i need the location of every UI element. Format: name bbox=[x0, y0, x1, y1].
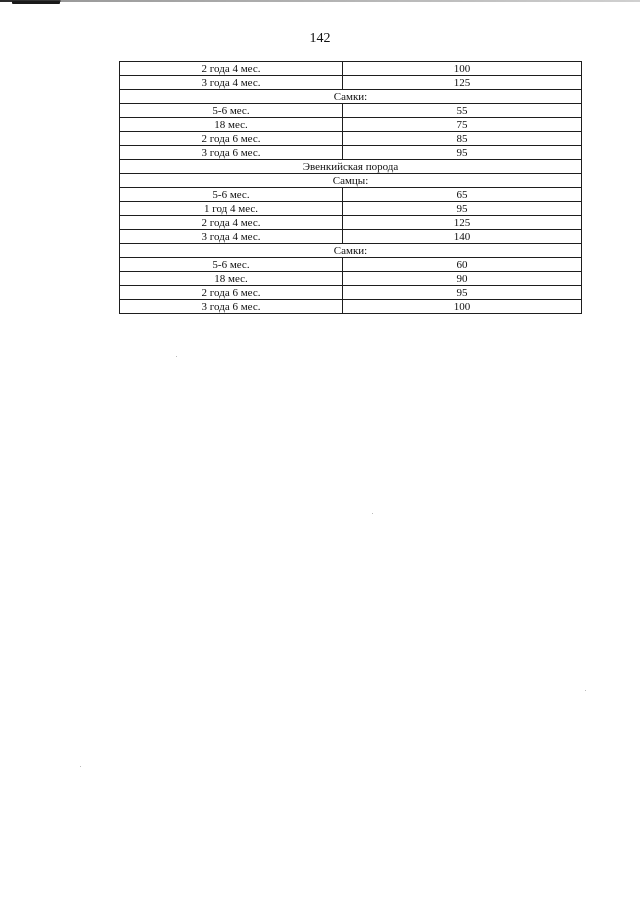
age-cell: 5-6 мес. bbox=[120, 258, 343, 272]
table-row bbox=[120, 118, 582, 132]
age-cell: 18 мес. bbox=[120, 118, 343, 132]
age-cell: 2 года 6 мес. bbox=[120, 286, 343, 300]
weight-table bbox=[119, 61, 582, 314]
age-cell: 2 года 6 мес. bbox=[120, 132, 343, 146]
table-row bbox=[120, 286, 582, 300]
table-section-row bbox=[120, 244, 582, 258]
value-cell: 75 bbox=[343, 118, 582, 132]
value-cell: 85 bbox=[343, 132, 582, 146]
value-cell: 65 bbox=[343, 188, 582, 202]
value-cell: 140 bbox=[343, 230, 582, 244]
age-cell: 2 года 4 мес. bbox=[120, 62, 343, 76]
table-row bbox=[120, 146, 582, 160]
scan-dust bbox=[80, 766, 81, 767]
value-cell: 55 bbox=[343, 104, 582, 118]
age-cell: 1 год 4 мес. bbox=[120, 202, 343, 216]
table-section-row bbox=[120, 160, 582, 174]
section-label: Самцы: bbox=[120, 174, 582, 188]
scan-mark bbox=[12, 1, 60, 4]
value-cell: 60 bbox=[343, 258, 582, 272]
value-cell: 95 bbox=[343, 202, 582, 216]
table-row bbox=[120, 62, 582, 76]
section-label: Самки: bbox=[120, 90, 582, 104]
table-row bbox=[120, 76, 582, 90]
age-cell: 3 года 6 мес. bbox=[120, 300, 343, 314]
age-cell: 5-6 мес. bbox=[120, 104, 343, 118]
table-section-row bbox=[120, 90, 582, 104]
weight-table-body bbox=[120, 62, 582, 314]
value-cell: 125 bbox=[343, 76, 582, 90]
table-row bbox=[120, 272, 582, 286]
value-cell: 95 bbox=[343, 286, 582, 300]
value-cell: 90 bbox=[343, 272, 582, 286]
table-row bbox=[120, 202, 582, 216]
age-cell: 3 года 4 мес. bbox=[120, 230, 343, 244]
age-cell: 5-6 мес. bbox=[120, 188, 343, 202]
value-cell: 125 bbox=[343, 216, 582, 230]
table-row bbox=[120, 188, 582, 202]
scan-dust bbox=[372, 513, 373, 514]
section-label: Самки: bbox=[120, 244, 582, 258]
table-row bbox=[120, 230, 582, 244]
table-row bbox=[120, 300, 582, 314]
value-cell: 100 bbox=[343, 300, 582, 314]
scan-dust bbox=[585, 690, 586, 691]
table-row bbox=[120, 258, 582, 272]
table-row bbox=[120, 216, 582, 230]
value-cell: 95 bbox=[343, 146, 582, 160]
table-row bbox=[120, 132, 582, 146]
age-cell: 2 года 4 мес. bbox=[120, 216, 343, 230]
age-cell: 18 мес. bbox=[120, 272, 343, 286]
table-row bbox=[120, 104, 582, 118]
table-section-row bbox=[120, 174, 582, 188]
value-cell: 100 bbox=[343, 62, 582, 76]
age-cell: 3 года 6 мес. bbox=[120, 146, 343, 160]
page-number: 142 bbox=[309, 31, 331, 46]
age-cell: 3 года 4 мес. bbox=[120, 76, 343, 90]
scan-edge bbox=[0, 0, 640, 2]
scan-dust bbox=[176, 356, 177, 357]
section-label: Эвенкийская порода bbox=[120, 160, 582, 174]
